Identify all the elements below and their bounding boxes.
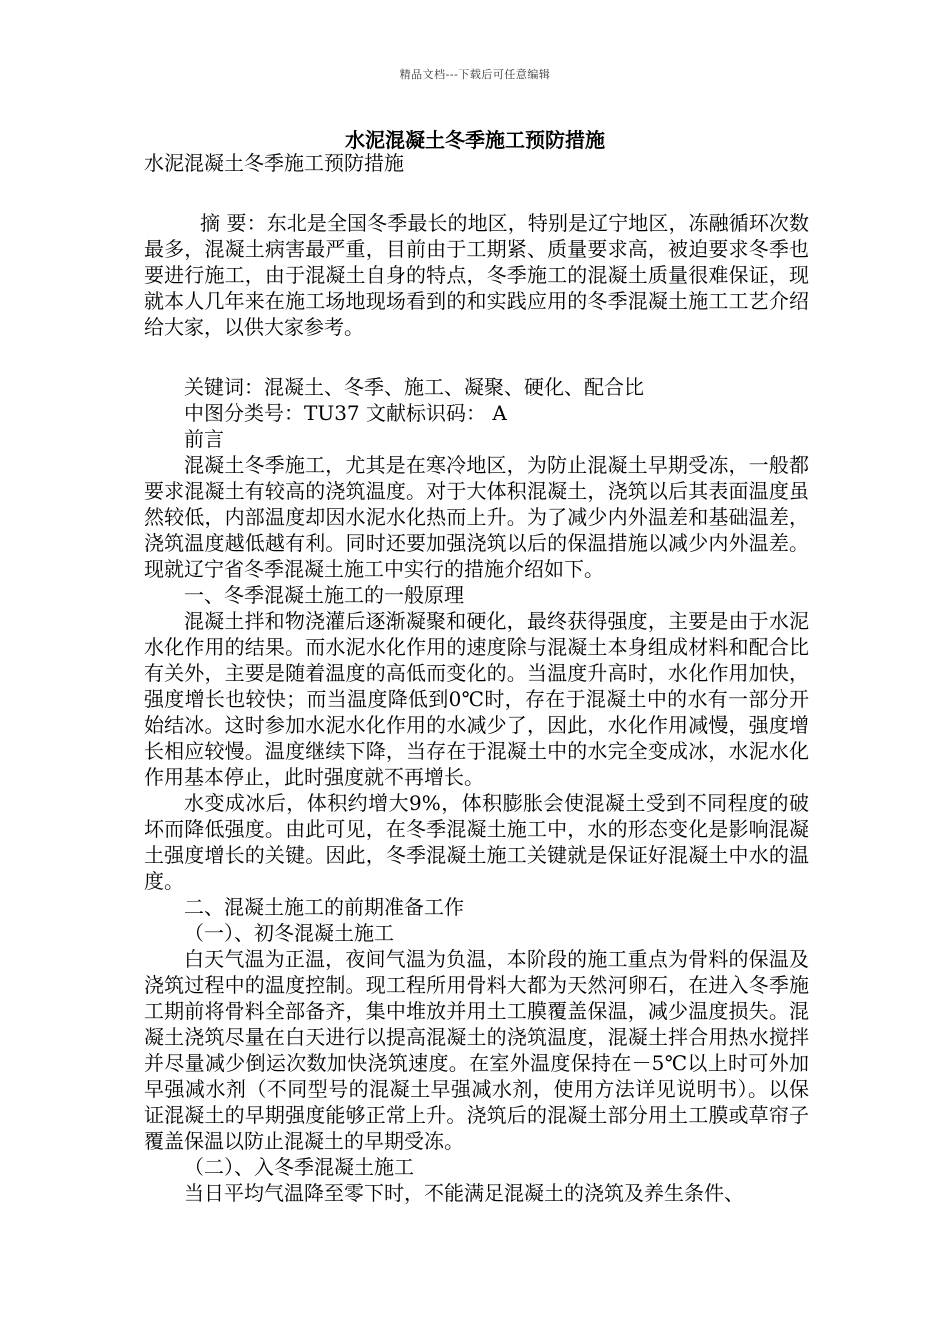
subsection-2-paragraph: 当日平均气温降至零下时，不能满足混凝土的浇筑及养生条件、 — [184, 1181, 744, 1205]
classification-line: 中图分类号：TU37 文献标识码： A — [184, 401, 507, 425]
preface-paragraph: 混凝土冬季施工，尤其是在寒冷地区，为防止混凝土早期受冻，一般都要求混凝土有较高的浇筑温度。对于大体积混凝土，浇筑以后其表面温度虽然较低，内部温度却因水泥水化热而上升。为了减少内外温差和基础温差，浇筑温度越低越有利。同时还要加强浇筑以后的保温措施以减少内外温差。现就辽宁省冬季混凝土施工中实行的措施介绍如下。 — [144, 453, 809, 581]
document-title: 水泥混凝土冬季施工预防措施 — [345, 128, 605, 152]
spacer — [144, 366, 809, 374]
spacer — [144, 340, 809, 366]
keywords-line: 关键词：混凝土、冬季、施工、凝聚、硬化、配合比 — [184, 375, 644, 399]
document-subtitle: 水泥混凝土冬季施工预防措施 — [144, 151, 404, 175]
section-1-paragraph-1: 混凝土拌和物浇灌后逐渐凝聚和硬化，最终获得强度，主要是由于水泥水化作用的结果。而水泥水化作用的速度除与混凝土本身组成材料和配合比有关外，主要是随着温度的高低而变化的。当温度升高时，水化作用加快，强度增长也较快；而当温度降低到0℃时，存在于混凝土中的水有一部分开始结冰。这时参加水泥水化作用的水减少了，因此，水化作用减慢，强度增长相应较慢。温度继续下降，当存在于混凝土中的水完全变成冰，水泥水化作用基本停止，此时强度就不再增长。 — [144, 609, 809, 789]
section-2-heading: 二、混凝土施工的前期准备工作 — [184, 895, 464, 919]
subsection-2-heading: （二）、入冬季混凝土施工 — [184, 1155, 414, 1179]
header-note: 精品文档---下载后可任意编辑 — [399, 68, 551, 81]
spacer — [144, 176, 809, 202]
spacer — [144, 202, 809, 210]
section-1-paragraph-2: 水变成冰后，体积约增大9%，体积膨胀会使混凝土受到不同程度的破坏而降低强度。由此可见，在冬季混凝土施工中，水的形态变化是影响混凝土强度增长的关键。因此，冬季混凝土施工关键就是保证好混凝土中水的温度。 — [144, 791, 809, 893]
section-1-heading: 一、冬季混凝土施工的一般原理 — [184, 583, 464, 607]
subsection-1-paragraph: 白天气温为正温，夜间气温为负温，本阶段的施工重点为骨料的保温及浇筑过程中的温度控制。现工程所用骨料大都为天然河卵石，在进入冬季施工期前将骨料全部备齐，集中堆放并用土工膜覆盖保温，减少温度损失。混凝土浇筑尽量在白天进行以提高混凝土的浇筑温度，混凝土拌合用热水搅拌并尽量减少倒运次数加快浇筑速度。在室外温度保持在－5℃以上时可外加早强减水剂（不同型号的混凝土早强减水剂，使用方法详见说明书）。以保证混凝土的早期强度能够正常上升。浇筑后的混凝土部分用土工膜或草帘子覆盖保温以防止混凝土的早期受冻。 — [144, 947, 809, 1153]
document-body — [144, 150, 809, 1206]
subsection-1-heading: （一）、初冬混凝土施工 — [184, 921, 394, 945]
preface-heading: 前言 — [184, 427, 224, 451]
abstract-paragraph: 摘 要：东北是全国冬季最长的地区，特别是辽宁地区，冻融循环次数最多，混凝土病害最严重，目前由于工期紧、质量要求高，被迫要求冬季也要进行施工，由于混凝土自身的特点，冬季施工的混凝土质量很难保证，现就本人几年来在施工场地现场看到的和实践应用的冬季混凝土施工工艺介绍给大家，以供大家参考。 — [144, 211, 809, 339]
